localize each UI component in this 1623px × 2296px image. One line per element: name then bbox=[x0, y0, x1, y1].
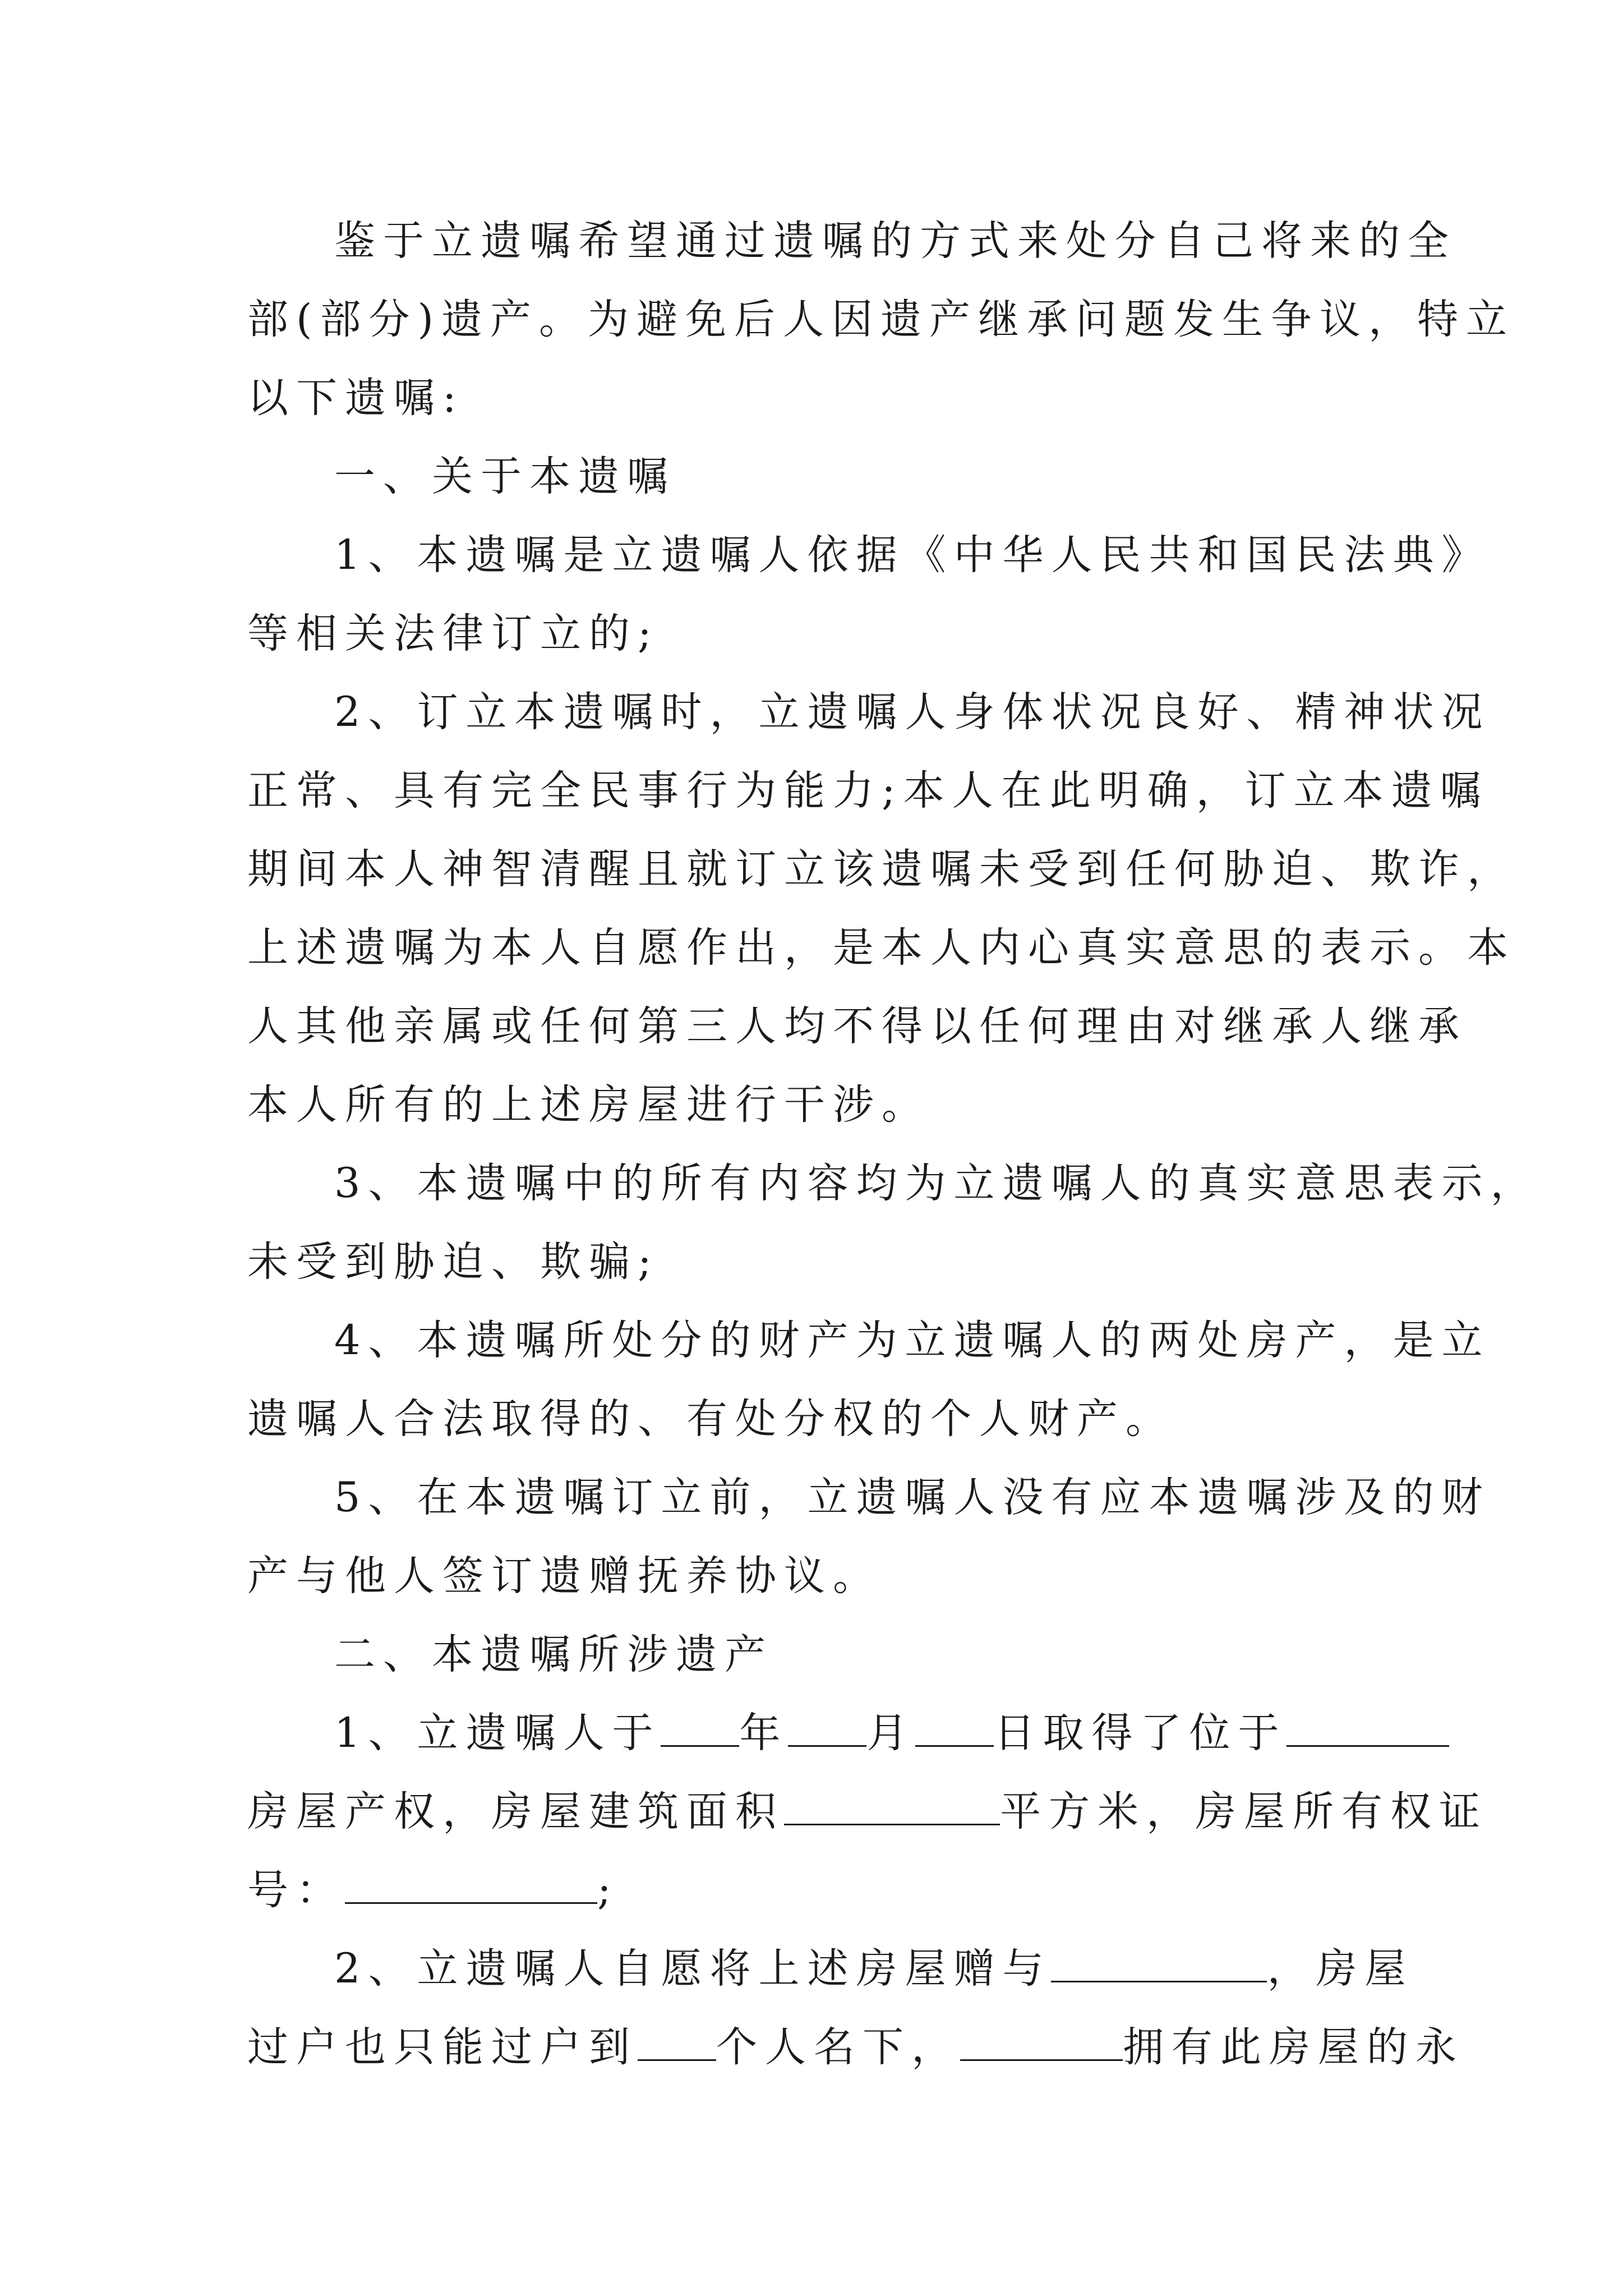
section-1-heading: 一、关于本遗嘱 bbox=[334, 453, 676, 500]
item-2-1-text-a: 1、立遗嘱人于 bbox=[334, 1709, 661, 1757]
transfer-name-blank bbox=[638, 2011, 716, 2061]
item-1-5-line-1: 5、在本遗嘱订立前，立遗嘱人没有应本遗嘱涉及的财 bbox=[334, 1474, 1491, 1521]
item-1-2-line-2: 正常、具有完全民事行为能力;本人在此明确，订立本遗嘱 bbox=[247, 767, 1489, 815]
item-2-1-line-1 bbox=[247, 1694, 1382, 1773]
item-1-2-line-3: 期间本人神智清醒且就订立该遗嘱未受到任何胁迫、欺诈， bbox=[247, 845, 1516, 893]
section-2-heading: 二、本遗嘱所涉遗产 bbox=[334, 1631, 773, 1678]
item-1-3-line-2: 未受到胁迫、欺骗; bbox=[247, 1238, 660, 1286]
item-1-3-line-1: 3、本遗嘱中的所有内容均为立遗嘱人的真实意思表示， bbox=[334, 1159, 1539, 1207]
item-2-1-text-d: 日取得了位于 bbox=[994, 1709, 1287, 1757]
item-1-2-line-1: 2、订立本遗嘱时，立遗嘱人身体状况良好、精神状况 bbox=[334, 688, 1491, 736]
item-2-1-text-f: 平方米，房屋所有权证 bbox=[1000, 1788, 1488, 1835]
beneficiary-blank bbox=[1051, 1932, 1267, 1982]
intro-line-2: 部(部分)遗产。为避免后人因遗产继承问题发生争议，特立 bbox=[247, 296, 1515, 343]
item-2-2-line-2 bbox=[247, 2008, 1464, 2087]
document-body bbox=[247, 202, 1539, 2087]
item-1-2-line-5: 人其他亲属或任何第三人均不得以任何理由对继承人继承 bbox=[247, 1002, 1467, 1050]
day-blank bbox=[915, 1697, 994, 1747]
item-1-1-line-2: 等相关法律订立的; bbox=[247, 610, 660, 657]
item-2-2-line-1 bbox=[247, 1930, 1414, 2008]
intro-line-1: 鉴于立遗嘱希望通过遗嘱的方式来处分自己将来的全 bbox=[334, 217, 1456, 265]
item-2-1-line-2 bbox=[247, 1773, 1488, 1851]
item-2-1-text-g: 号： bbox=[247, 1866, 345, 1914]
location-blank bbox=[1287, 1697, 1449, 1747]
item-1-4-line-1: 4、本遗嘱所处分的财产为立遗嘱人的两处房产，是立 bbox=[334, 1317, 1491, 1364]
item-1-5-line-2: 产与他人签订遗赠抚养协议。 bbox=[247, 1552, 882, 1600]
item-1-2-line-4: 上述遗嘱为本人自愿作出，是本人内心真实意思的表示。本 bbox=[247, 924, 1516, 972]
item-2-2-text-e: 拥有此房屋的永 bbox=[1123, 2023, 1464, 2071]
item-2-2-text-a: 2、立遗嘱人自愿将上述房屋赠与 bbox=[334, 1945, 1052, 1993]
item-2-1-text-h: ; bbox=[597, 1866, 619, 1914]
item-2-1-text-b: 年 bbox=[739, 1709, 789, 1757]
item-2-1-text-c: 月 bbox=[866, 1709, 916, 1757]
owner-blank bbox=[960, 2011, 1123, 2061]
area-blank bbox=[784, 1775, 1000, 1825]
intro-line-3: 以下遗嘱: bbox=[247, 374, 464, 422]
item-2-1-line-3 bbox=[247, 1851, 1382, 1930]
certificate-number-blank bbox=[345, 1854, 597, 1904]
item-2-2-text-b: ，房屋 bbox=[1267, 1945, 1414, 1993]
month-blank bbox=[788, 1697, 866, 1747]
item-2-2-text-c: 过户也只能过户到 bbox=[247, 2023, 638, 2071]
item-2-1-text-e: 房屋产权，房屋建筑面积 bbox=[247, 1788, 784, 1835]
item-2-2-text-d: 个人名下， bbox=[716, 2023, 960, 2071]
item-1-4-line-2: 遗嘱人合法取得的、有处分权的个人财产。 bbox=[247, 1395, 1174, 1443]
year-blank bbox=[661, 1697, 739, 1747]
item-1-1-line-1: 1、本遗嘱是立遗嘱人依据《中华人民共和国民法典》 bbox=[334, 531, 1491, 579]
item-1-2-line-6: 本人所有的上述房屋进行干涉。 bbox=[247, 1081, 930, 1129]
